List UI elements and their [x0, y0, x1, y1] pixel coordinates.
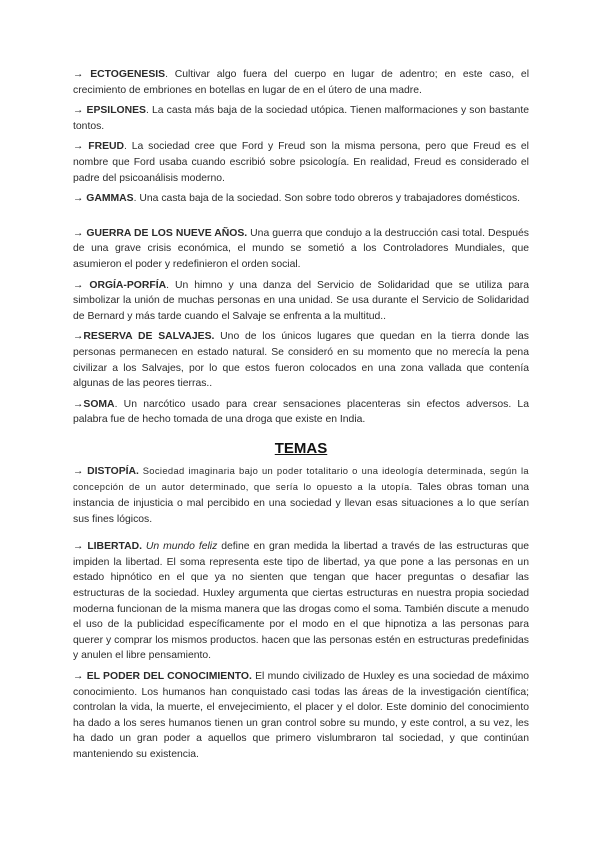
glossary-entry-epsilones [73, 103, 529, 134]
glossary-definition: . Una casta baja de la sociedad. Son sobre todo obreros y trabajadores domésticos. [133, 193, 521, 205]
glossary-definition: . La casta más baja de la sociedad utópica. Tienen malformaciones y son bastante tontos. [73, 105, 530, 132]
glossary-term: →RESERVA DE SALVAJES. [73, 331, 215, 343]
tema-distopia [73, 463, 529, 527]
glossary-entry-gammas [73, 191, 529, 207]
arrow-icon: → [73, 541, 84, 553]
arrow-icon: → [73, 69, 84, 80]
tema-definition: El mundo civilizado de Huxley es una sociedad de máximo conocimiento. Los humanos han conquistado casi todas las áreas de la investigación científica; controlan la vida, la muerte, el envejecimiento, el placer y el dolor. Este dominio del conocimiento ha dado a los seres humanos tienen un gran control sobre su mundo, y este control, a su vez, les ha dado un gran poder a aquellos que primero vislumbraron tal sociedad, y que continúan manteniendo su existencia. [73, 671, 530, 760]
tema-term: → DISTOPÍA. [73, 465, 139, 477]
glossary-term: → GUERRA DE LOS NUEVE AÑOS. [73, 227, 248, 239]
glossary-definition: . Cultivar algo fuera del cuerpo en lugar de adentro; en este caso, el crecimiento de embriones en botellas en lugar de en el útero de una madre. [73, 69, 530, 96]
tema-term: → LIBERTAD. [73, 541, 142, 553]
tema-definition: Tales obras toman una instancia de injusticia o mal percibido en una sociedad y llevan esas situaciones a lo que serían sus fines lógicos. [73, 482, 530, 525]
arrow-icon: → [73, 193, 84, 205]
glossary-term: →SOMA [73, 398, 115, 410]
glossary-entry-guerra [73, 226, 529, 273]
arrow-icon: → [73, 465, 84, 477]
arrow-icon: → [73, 398, 84, 410]
arrow-icon: → [73, 279, 84, 291]
glossary-definition: . Un narcótico usado para crear sensaciones placenteras sin efectos adversos. La palabra fue de hecho tomada de una droga que existe en India. [73, 398, 529, 426]
arrow-icon: → [73, 331, 84, 343]
glossary-entry-freud [73, 139, 529, 186]
glossary-term: → EPSILONES [73, 105, 146, 117]
glossary-entry-soma [73, 397, 529, 428]
tema-small-definition: Sociedad imaginaria bajo un poder totalitario o una ideología determinada, según la concepción de un autor determinado, que sería lo opuesto a la utopía. [73, 464, 529, 493]
glossary-entry-reserva [73, 329, 529, 391]
arrow-icon: → [73, 105, 84, 117]
glossary-term: → ORGÍA-PORFÍA [73, 279, 167, 291]
tema-poder-conocimiento [73, 669, 529, 763]
document-page [73, 67, 529, 768]
section-title-temas: TEMAS [274, 439, 328, 457]
glossary-term: → GAMMAS [73, 193, 134, 205]
arrow-icon: → [73, 141, 84, 153]
glossary-definition: Uno de los únicos lugares que quedan en la tierra donde las personas permanecen en estado natural. Se consideró en su momento que no merecía la pena civilizar a los Salvajes, por lo que estos fueron colocados en una zona vallada que contenía algunas de las peores tierras.. [73, 331, 529, 390]
glossary-entry-orgia-porfia [73, 278, 529, 325]
tema-definition: define en gran medida la libertad a través de las estructuras que impiden la libertad. El soma representa este tipo de libertad, ya que pone a las personas en un estado hipnótico en el que ya no sienten que tengan que hacer preguntas o desafiar las estructuras de la sociedad. Huxley argumenta que ciertas estructuras en nuestra propia sociedad moderna funcionan de la misma manera que las drogas como el soma. También discute a menudo el uso de la publicidad específicamente por el modo en el que hipnotiza a las personas para querer y comprar los mismos productos. hacen que las personas estén en estructuras predefinidas y anulen el libre pensamiento. [73, 541, 530, 662]
glossary-entry-ectogenesis [73, 67, 529, 98]
tema-libertad [73, 539, 529, 664]
book-title: Un mundo feliz [145, 541, 218, 553]
arrow-icon: → [73, 227, 84, 239]
glossary-term: → FREUD [73, 141, 125, 153]
glossary-definition: . Un himno y una danza del Servicio de Solidaridad que se utiliza para simbolizar la unión de muchas personas en una unidad. Se usa durante el Servicio de Solidaridad de Bernard y más tarde cuando el Salvaje se enfrenta a la multitud.. [73, 279, 529, 322]
arrow-icon: → [73, 671, 84, 682]
glossary-definition: . La sociedad cree que Ford y Freud son la misma persona, pero que Freud es el nombre que Ford usaba cuando escribió sobre psicología. En realidad, Freud es considerado el padre del psicoanálisis moderno. [73, 141, 529, 184]
glossary-definition: Una guerra que condujo a la destrucción casi total. Después de una grave crisis económica, el mundo se sometió a los Controladores Mundiales, que asumieron el poder y redefinieron el orden social. [73, 227, 529, 270]
glossary-term: → ECTOGENESIS [73, 69, 166, 80]
tema-term: → EL PODER DEL CONOCIMIENTO. [73, 671, 252, 682]
